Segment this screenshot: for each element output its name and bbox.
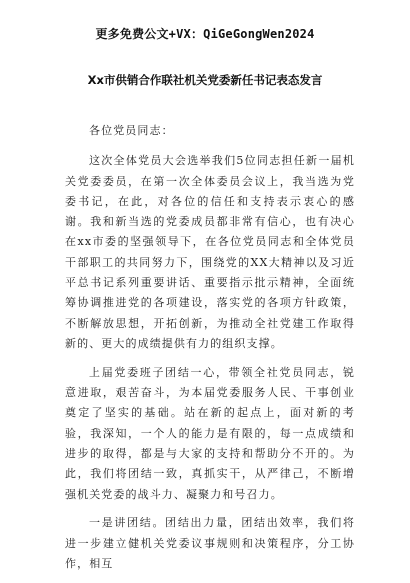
paragraph-1: 这次全体党员大会选举我们5位同志担任新一届机关党委委员，在第一次全体委员会议上，我当选为党委书记，在此，对各位的信任和支持表示衷心的感谢。我和新当选的党委成员都非常有信心，也有决心在xx市委的坚强领导下，在各位党员同志和全体党员干部职工的共同努力下，围绕党的XX大精神以及习近平总书记系列重要讲话、重要指示批示精神，全面统筹协调推进党的各项建设，落实党的各项方针政策，不断解放思想，开拓创新，为推动全社党建工作取得新的、更大的成绩提供有力的组织支撑。 <box>65 154 355 350</box>
paragraph-2: 上届党委班子团结一心，带领全社党员同志，锐意进取，艰苦奋斗，为本届党委服务人民、干事创业奠定了坚实的基础。站在新的起点上，面对新的考验，我深知，一个人的能力是有限的，每一点成绩和进步的取得，都是与大家的支持和帮助分不开的。为此，我们将团结一致，真抓实干，从严律己，不断增强机关党委的战斗力、凝聚力和号召力。 <box>65 365 355 501</box>
salutation: 各位党员同志： <box>89 124 174 137</box>
document-body <box>65 121 355 583</box>
document-title: Xx市供销合作联社机关党委新任书记表态发言 <box>87 73 323 87</box>
header-banner: 更多免费公文+VX：QiGeGongWen2024 <box>95 27 315 41</box>
paragraph-3: 一是讲团结。团结出力量，团结出效率，我们将进一步建立健机关党委议事规则和决策程序，分工协作，相互 <box>65 516 355 570</box>
